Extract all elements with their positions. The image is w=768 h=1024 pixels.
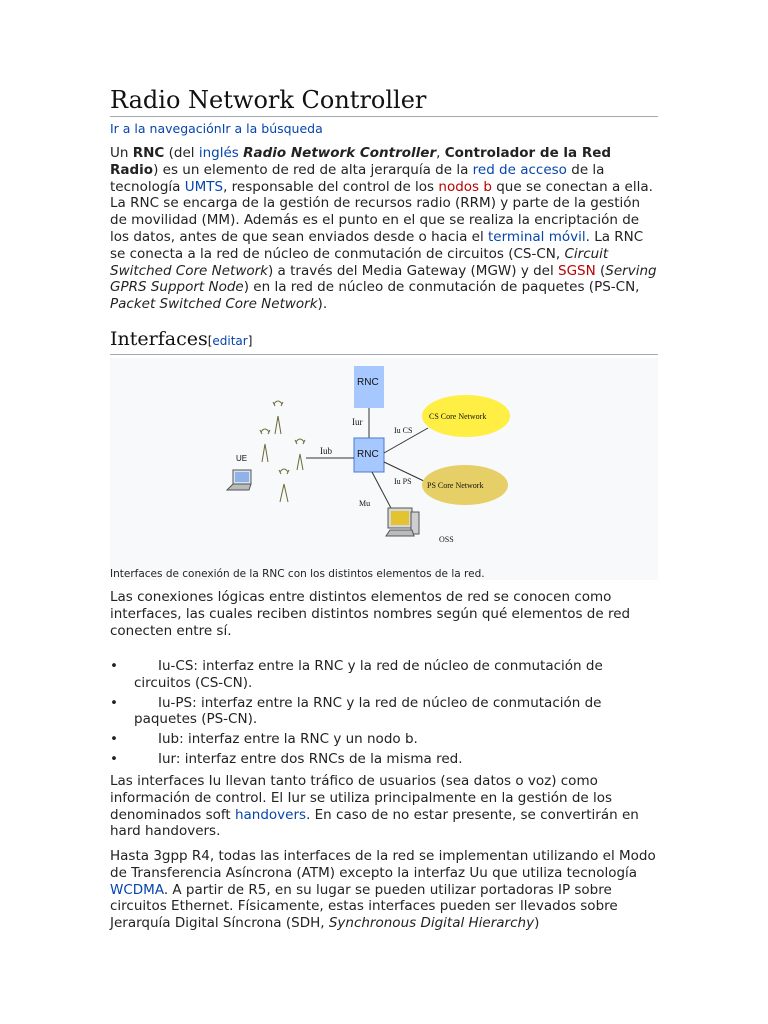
paragraph-atm xyxy=(110,848,658,932)
list-item-text: Iur: interfaz entre dos RNCs de la misma red. xyxy=(158,750,463,767)
list-item xyxy=(110,695,658,729)
cs-core-label: CS Core Network xyxy=(429,412,487,421)
text: . La RNC se conecta a la red de núcleo de conmutación de circuitos (CS-CN, xyxy=(110,228,644,262)
paragraph-iu-traffic xyxy=(110,773,658,840)
laptop-icon xyxy=(227,470,251,490)
text: Un xyxy=(110,145,133,161)
link-ingles[interactable]: inglés xyxy=(198,145,239,161)
rnc-top-label: RNC xyxy=(357,377,379,388)
text: de la tecnología xyxy=(110,161,605,195)
text: ). xyxy=(317,296,328,313)
link-red-de-acceso[interactable]: red de acceso xyxy=(472,161,567,178)
link-sgsn[interactable]: SGSN xyxy=(558,262,596,279)
list-item xyxy=(110,731,658,748)
text: , xyxy=(436,145,445,161)
figure-caption: Interfaces de conexión de la RNC con los distintos elementos de la red. xyxy=(110,568,485,580)
paragraph-interfaces-intro: Las conexiones lógicas entre distintos elementos de red se conocen como interfaces, las cuales reciben distintos nombres según qué elementos de red conecten entre sí. xyxy=(110,589,631,639)
nav-link-navigation[interactable]: Ir a la navegación xyxy=(110,121,222,136)
term-spanish: Controlador de la Red Radio xyxy=(110,145,612,178)
rnc-main-label: RNC xyxy=(357,449,379,460)
text: Las interfaces Iu llevan tanto tráfico de usuarios (sea datos o voz) como información de control. El Iur se utiliza principalmente en la gestión de los denominados soft xyxy=(110,773,613,823)
antenna-icon xyxy=(295,439,305,470)
ue-label: UE xyxy=(236,454,248,463)
link-handovers[interactable]: handovers xyxy=(234,806,307,823)
edit-section xyxy=(208,334,253,348)
term-rnc: RNC xyxy=(132,145,165,161)
bullet: • xyxy=(110,750,118,767)
section-title: Interfaces xyxy=(110,328,208,350)
list-item xyxy=(110,751,658,768)
list-item-text: Iub: interfaz entre la RNC y un nodo b. xyxy=(158,731,418,748)
link-nodos-b[interactable]: nodos b xyxy=(438,178,492,195)
bullet: • xyxy=(110,658,118,674)
link-umts[interactable]: UMTS xyxy=(184,178,224,195)
text: ) es un elemento de red de alta jerarquía de la xyxy=(153,161,473,178)
antenna-icon xyxy=(273,401,283,434)
text: ) xyxy=(534,915,540,932)
iu-cs-label: Iu CS xyxy=(394,426,413,435)
nav-link-search[interactable]: Ir a la búsqueda xyxy=(221,121,323,136)
section-heading-interfaces xyxy=(110,326,658,355)
oss-label: OSS xyxy=(439,535,454,544)
text: ( xyxy=(595,262,606,279)
interfaces-list xyxy=(110,658,658,768)
text: que se conectan a ella. La RNC se encarga de la gestión de recursos radio (RRM) y parte de la gestión de movilidad (MM). Además es el punto en el que se realiza la encriptación de los datos, antes de que sean enviados desde o hacia el xyxy=(110,178,653,245)
list-item-text: Iu-PS: interfaz entre la RNC y la red de núcleo de conmutación de paquetes (PS-CN). xyxy=(134,694,602,728)
link-terminal-movil[interactable]: terminal móvil xyxy=(488,228,586,245)
text: (del xyxy=(164,145,199,161)
term-sgsn: Serving GPRS Support Node xyxy=(110,262,657,296)
iub-label: Iub xyxy=(320,446,332,456)
intro-paragraph xyxy=(110,145,658,313)
diagram-svg xyxy=(110,358,658,568)
page-title: Radio Network Controller xyxy=(110,84,658,117)
term-english: Radio Network Controller xyxy=(243,145,437,161)
link-wcdma[interactable]: WCDMA xyxy=(110,881,164,898)
text: ) en la red de núcleo de conmutación de paquetes (PS-CN, xyxy=(243,279,640,296)
term-cs-cn: Circuit Switched Core Network xyxy=(110,245,609,279)
ps-core-label: PS Core Network xyxy=(427,481,484,490)
bullet: • xyxy=(110,731,118,748)
computer-icon xyxy=(386,508,419,536)
antenna-icon xyxy=(260,429,270,462)
skip-links xyxy=(110,121,323,138)
mu-label: Mu xyxy=(359,499,371,508)
text: ) a través del Media Gateway (MGW) y del xyxy=(268,262,559,279)
edit-link[interactable]: editar xyxy=(212,334,248,348)
list-item-text: Iu-CS: interfaz entre la RNC y la red de núcleo de conmutación de circuitos (CS-CN). xyxy=(134,658,603,691)
mu-line xyxy=(372,472,392,510)
bullet: • xyxy=(110,694,118,711)
text: , responsable del control de los xyxy=(223,178,439,195)
bracket: [ xyxy=(207,334,213,348)
iu-ps-label: Iu PS xyxy=(394,477,412,486)
network-diagram xyxy=(110,358,658,580)
list-item xyxy=(110,658,658,692)
text: . A partir de R5, en su lugar se pueden utilizar portadoras IP sobre circuitos Ethernet. Físicamente, estas interfaces pueden ser llevados sobre Jerarquía Digital Síncrona (SDH, xyxy=(110,881,618,932)
bracket: ] xyxy=(247,334,253,348)
antenna-icon xyxy=(279,469,289,502)
term-sdh: Synchronous Digital Hierarchy xyxy=(328,915,535,932)
text: Hasta 3gpp R4, todas las interfaces de la red se implementan utilizando el Modo de Transferencia Asíncrona (ATM) excepto la interfaz Uu que utiliza tecnología xyxy=(110,848,656,881)
term-ps-cn: Packet Switched Core Network xyxy=(110,296,318,313)
text: . En caso de no estar presente, se convertirán en hard handovers. xyxy=(110,806,639,840)
iur-label: Iur xyxy=(352,417,363,427)
